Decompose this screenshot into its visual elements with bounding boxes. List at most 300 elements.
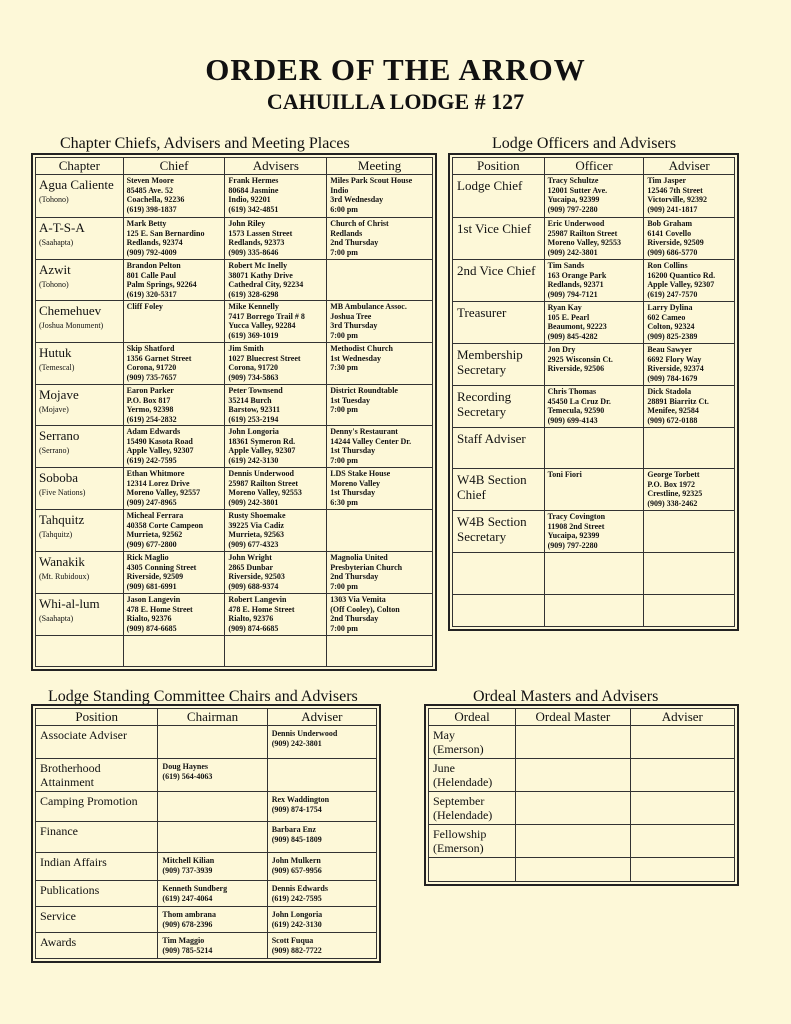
table-row	[429, 825, 735, 858]
adviser-cell	[225, 385, 327, 426]
address-line: (619) 242-7595	[271, 893, 322, 903]
address-line: 7:00 pm	[330, 330, 358, 340]
address-line: Murrieta, 92563	[228, 530, 284, 539]
address-line: Colton, 92324	[647, 322, 695, 331]
chapter-name: Agua Caliente	[39, 177, 114, 192]
address-line: (909) 242-3801	[271, 738, 322, 748]
address-line: 7:00 pm	[330, 405, 358, 414]
meeting-cell	[327, 218, 433, 260]
address-line: Dick Stadola	[647, 387, 692, 396]
address-line: Barbara Enz	[271, 825, 316, 834]
table-row	[453, 175, 735, 218]
chapter-cell	[36, 218, 124, 260]
address-line: Corona, 91720	[228, 363, 279, 372]
column-header: Ordeal	[429, 709, 516, 726]
adviser-cell	[644, 469, 735, 511]
adviser-cell	[644, 175, 735, 218]
table-row	[36, 792, 377, 822]
position-cell: Treasurer	[453, 302, 545, 344]
chief-cell	[123, 175, 225, 218]
officer-cell	[544, 595, 644, 627]
chapter-cell	[36, 343, 124, 385]
address-line: Redlands	[330, 228, 363, 238]
chief-cell	[123, 552, 225, 594]
table-row	[36, 260, 433, 301]
address-line: 105 E. Pearl	[547, 312, 590, 322]
table-row	[453, 553, 735, 595]
adviser-cell	[225, 260, 327, 301]
address-line: 7:00 pm	[330, 455, 358, 465]
chapter-cell	[36, 426, 124, 468]
address-line: 478 E. Home Street	[228, 604, 295, 614]
address-line: Corona, 91720	[126, 363, 177, 372]
address-line: 15490 Kasota Road	[126, 436, 193, 446]
table-row	[453, 428, 735, 469]
officer-cell	[544, 469, 644, 511]
address-line: 16200 Quantico Rd.	[647, 270, 716, 280]
column-header: Meeting	[327, 158, 433, 175]
officer-cell	[544, 218, 644, 260]
adviser-cell	[267, 907, 376, 933]
address-line: Church of Christ	[330, 219, 389, 228]
address-line: Brandon Pelton	[126, 261, 181, 270]
address-line: (909) 699-4143	[547, 415, 598, 425]
address-line: George Torbett	[647, 470, 700, 479]
chair-cell	[158, 933, 267, 959]
ordeal-master-cell	[516, 726, 630, 759]
address-line: (909) 681-6991	[126, 581, 177, 591]
address-line: 25987 Railton Street	[547, 228, 618, 238]
address-line: 478 E. Home Street	[126, 604, 193, 614]
adviser-cell	[644, 511, 735, 553]
address-line: Rialto, 92376	[228, 614, 274, 623]
position-cell: W4B Section Chief	[453, 469, 545, 511]
address-line: Dennis Underwood	[228, 469, 294, 478]
chair-cell	[158, 853, 267, 881]
officer-cell	[544, 175, 644, 218]
meeting-cell	[327, 426, 433, 468]
chapter-cell	[36, 510, 124, 552]
ordeal-table	[428, 708, 735, 882]
position-cell: Associate Adviser	[36, 726, 158, 759]
table-row	[36, 175, 433, 218]
address-line: 1st Wednesday	[330, 353, 381, 363]
committees-table	[35, 708, 377, 959]
ordeal-cell	[429, 759, 516, 792]
address-line: MB Ambulance Assoc.	[330, 302, 407, 311]
table-row	[453, 260, 735, 302]
adviser-cell	[267, 933, 376, 959]
adviser-cell	[225, 636, 327, 667]
table-row	[36, 907, 377, 933]
chapter-name: Wanakik	[39, 554, 85, 569]
address-line: 6:30 pm	[330, 497, 358, 507]
address-line: 2925 Wisconsin Ct.	[547, 354, 613, 364]
address-line: John Longoria	[271, 910, 323, 919]
chapters-heading: Chapter Chiefs, Advisers and Meeting Places	[60, 135, 350, 152]
address-line: 18361 Symeron Rd.	[228, 436, 296, 446]
address-line: Mike Kennelly	[228, 302, 279, 311]
address-line: 7:30 pm	[330, 363, 358, 372]
chief-cell	[123, 343, 225, 385]
address-line: (909) 242-3801	[547, 247, 598, 257]
ordeal-location: (Helendade)	[433, 808, 493, 822]
address-line: Mark Betty	[126, 219, 167, 228]
address-line: (909) 672-0188	[647, 415, 698, 425]
address-line: (909) 335-8646	[228, 247, 279, 257]
address-line: (909) 845-1809	[271, 834, 322, 844]
address-line: Tim Sands	[547, 261, 585, 270]
address-line: Ryan Kay	[547, 303, 582, 312]
position-cell: Lodge Chief	[453, 175, 545, 218]
address-line: Peter Townsend	[228, 386, 283, 395]
address-line: 85485 Ave. 52	[126, 185, 173, 195]
position-cell: Finance	[36, 822, 158, 853]
ordeal-master-cell	[516, 759, 630, 792]
officer-cell	[544, 260, 644, 302]
position-cell: Recording Secretary	[453, 386, 545, 428]
address-line: 602 Cameo	[647, 312, 686, 322]
address-line: Moreno Valley, 92557	[126, 488, 201, 497]
table-row	[429, 726, 735, 759]
adviser-cell	[225, 552, 327, 594]
chief-cell	[123, 385, 225, 426]
address-line: Redlands, 92371	[547, 280, 604, 289]
address-line: (909) 678-2396	[162, 919, 213, 929]
address-line: (909) 735-7657	[126, 372, 177, 382]
address-line: Indio	[330, 185, 349, 195]
address-line: Yermo, 92398	[126, 405, 174, 414]
header-row	[453, 158, 735, 175]
officer-cell	[544, 302, 644, 344]
table-row	[36, 385, 433, 426]
position-cell: Membership Secretary	[453, 344, 545, 386]
address-line: Riverside, 92506	[547, 364, 605, 373]
address-line: (909) 794-7121	[547, 289, 598, 299]
chief-cell	[123, 510, 225, 552]
address-line: John Longoria	[228, 427, 279, 436]
ordeal-master-cell	[516, 858, 630, 882]
officers-table	[452, 157, 735, 627]
ordeal-name: September	[433, 794, 485, 808]
meeting-cell	[327, 385, 433, 426]
ordeal-cell	[429, 858, 516, 882]
chapter-name: Tahquitz	[39, 512, 85, 527]
table-row	[36, 510, 433, 552]
header-row	[429, 709, 735, 726]
address-line: (909) 657-9956	[271, 865, 322, 875]
chapter-cell	[36, 260, 124, 301]
address-line: Tim Jasper	[647, 176, 687, 185]
chair-cell	[158, 907, 267, 933]
address-line: Dennis Edwards	[271, 884, 328, 893]
address-line: Denny's Restaurant	[330, 427, 398, 436]
chair-cell	[158, 726, 267, 759]
table-row	[453, 344, 735, 386]
address-line: (619) 254-2832	[126, 414, 177, 424]
address-line: (909) 792-4009	[126, 247, 177, 257]
address-line: Adam Edwards	[126, 427, 181, 436]
address-line: Yucca Valley, 92284	[228, 321, 296, 330]
address-line: 2nd Thursday	[330, 572, 379, 581]
address-line: Tracy Schultze	[547, 176, 599, 185]
address-line: John Mulkern	[271, 856, 321, 865]
ordeal-cell	[429, 825, 516, 858]
address-line: Doug Haynes	[162, 762, 208, 771]
address-line: 1356 Garnet Street	[126, 353, 192, 363]
address-line: P.O. Box 1972	[647, 479, 696, 489]
address-line: Tracy Covington	[547, 512, 606, 521]
table-row	[36, 426, 433, 468]
address-line: (619) 242-3130	[271, 919, 322, 929]
address-line: 6:00 pm	[330, 204, 358, 214]
ordeal-cell	[429, 792, 516, 825]
chapter-name: A-T-S-A	[39, 220, 85, 235]
adviser-cell	[644, 344, 735, 386]
adviser-cell	[630, 792, 734, 825]
officer-cell	[544, 344, 644, 386]
address-line: (909) 784-1679	[647, 373, 698, 383]
address-line: 12546 7th Street	[647, 185, 703, 195]
position-cell: W4B Section Secretary	[453, 511, 545, 553]
address-line: 80684 Jasmine	[228, 185, 279, 195]
table-row	[36, 218, 433, 260]
chapter-cell	[36, 175, 124, 218]
address-line: Temecula, 92590	[547, 406, 605, 415]
officer-cell	[544, 428, 644, 469]
address-line: 12001 Sutter Ave.	[547, 185, 608, 195]
ordeal-location: (Helendade)	[433, 775, 493, 789]
address-line: 45450 La Cruz Dr.	[547, 396, 611, 406]
address-line: Yucaipa, 92399	[547, 195, 600, 204]
chapter-cell	[36, 552, 124, 594]
chief-cell	[123, 594, 225, 636]
column-header: Advisers	[225, 158, 327, 175]
table-row	[453, 386, 735, 428]
address-line: 1st Tuesday	[330, 395, 370, 405]
address-line: Jason Langevin	[126, 595, 181, 604]
chapter-name: Azwit	[39, 262, 71, 277]
address-line: (909) 825-2389	[647, 331, 698, 341]
chapter-area: (Serrano)	[39, 446, 70, 455]
chapter-area: (Saahapta)	[39, 614, 74, 623]
chapter-area: (Joshua Monument)	[39, 321, 104, 330]
address-line: 1303 Via Vemita	[330, 595, 386, 604]
column-header: Officer	[544, 158, 644, 175]
position-cell: Indian Affairs	[36, 853, 158, 881]
chief-cell	[123, 218, 225, 260]
meeting-cell	[327, 594, 433, 636]
table-row	[36, 759, 377, 792]
address-line: (619) 398-1837	[126, 204, 177, 214]
address-line: (619) 564-4063	[162, 771, 213, 781]
address-line: Beau Sawyer	[647, 345, 693, 354]
address-line: Rex Waddington	[271, 795, 330, 804]
address-line: 7:00 pm	[330, 581, 358, 591]
address-line: (909) 242-3801	[228, 497, 279, 507]
address-line: Cliff Foley	[126, 302, 163, 311]
address-line: (909) 797-2280	[547, 204, 598, 214]
position-cell: Brotherhood Attainment	[36, 759, 158, 792]
chief-cell	[123, 260, 225, 301]
address-line: 40358 Corte Campeon	[126, 520, 204, 530]
address-line: (909) 737-3939	[162, 865, 213, 875]
address-line: 6141 Covello	[647, 228, 692, 238]
document-subtitle: CAHUILLA LODGE # 127	[266, 89, 525, 114]
address-line: District Roundtable	[330, 386, 398, 395]
adviser-cell	[225, 594, 327, 636]
chapter-cell	[36, 468, 124, 510]
meeting-cell	[327, 468, 433, 510]
position-cell: 1st Vice Chief	[453, 218, 545, 260]
address-line: (619) 242-7595	[126, 455, 177, 465]
position-cell	[453, 553, 545, 595]
address-line: Chris Thomas	[547, 387, 597, 396]
address-line: Mitchell Kilian	[162, 856, 215, 865]
address-line: Cathedral City, 92234	[228, 280, 304, 289]
table-row	[36, 301, 433, 343]
adviser-cell	[225, 218, 327, 260]
address-line: Micheal Ferrara	[126, 511, 184, 520]
address-line: Kenneth Sundberg	[162, 884, 228, 893]
ordeal-name: Fellowship	[433, 827, 487, 841]
adviser-cell	[630, 825, 734, 858]
chair-cell	[158, 881, 267, 907]
chapter-name: Hutuk	[39, 345, 72, 360]
table-row	[453, 218, 735, 260]
address-line: (909) 882-7722	[271, 945, 322, 955]
address-line: Riverside, 92503	[228, 572, 285, 581]
ordeal-location: (Emerson)	[433, 742, 484, 756]
address-line: 35214 Burch	[228, 395, 272, 405]
address-line: 1st Thursday	[330, 488, 376, 497]
table-row	[36, 343, 433, 385]
meeting-cell	[327, 510, 433, 552]
address-line: (619) 242-3130	[228, 455, 279, 465]
adviser-cell	[644, 218, 735, 260]
address-line: (909) 677-2800	[126, 539, 177, 549]
address-line: Riverside, 92509	[126, 572, 184, 581]
chapter-area: (Mojave)	[39, 405, 69, 414]
chapter-area: (Saahapta)	[39, 238, 74, 247]
adviser-cell	[644, 260, 735, 302]
address-line: Apple Valley, 92307	[647, 280, 715, 289]
adviser-cell	[225, 301, 327, 343]
address-line: 1573 Lassen Street	[228, 228, 293, 238]
officer-cell	[544, 386, 644, 428]
address-line: (619) 247-7570	[647, 289, 698, 299]
table-row	[453, 511, 735, 553]
ordeal-master-cell	[516, 825, 630, 858]
address-line: Toni Fiori	[547, 470, 582, 479]
adviser-cell	[225, 343, 327, 385]
chapter-cell	[36, 385, 124, 426]
chair-cell	[158, 822, 267, 853]
address-line: 7:00 pm	[330, 623, 358, 633]
address-line: (909) 797-2280	[547, 540, 598, 550]
table-row	[453, 302, 735, 344]
adviser-cell	[267, 822, 376, 853]
position-cell: 2nd Vice Chief	[453, 260, 545, 302]
address-line: Menifee, 92584	[647, 406, 699, 415]
column-header: Chairman	[158, 709, 267, 726]
chapter-area: (Mt. Rubidoux)	[39, 572, 90, 581]
address-line: John Riley	[228, 219, 266, 228]
address-line: Steven Moore	[126, 176, 174, 185]
address-line: Moreno Valley	[330, 478, 381, 488]
address-line: Indio, 92201	[228, 195, 271, 204]
ordeal-heading: Ordeal Masters and Advisers	[473, 688, 659, 705]
chief-cell	[123, 468, 225, 510]
address-line: 39225 Via Cadiz	[228, 520, 284, 530]
address-line: (619) 328-6298	[228, 289, 279, 299]
chapters-table	[35, 157, 433, 667]
address-line: Ron Collins	[647, 261, 688, 270]
address-line: (909) 688-9374	[228, 581, 279, 591]
address-line: Ethan Whitmore	[126, 469, 185, 478]
table-row	[429, 792, 735, 825]
address-line: (909) 845-4282	[547, 331, 598, 341]
header-row	[36, 709, 377, 726]
address-line: 1027 Bluecrest Street	[228, 353, 301, 363]
ordeal-cell	[429, 726, 516, 759]
chapter-name: Soboba	[39, 470, 78, 485]
table-row	[36, 468, 433, 510]
meeting-cell	[327, 301, 433, 343]
address-line: 38071 Kathy Drive	[228, 270, 293, 280]
committees-heading: Lodge Standing Committee Chairs and Advisers	[48, 688, 358, 705]
address-line: Riverside, 92374	[647, 364, 704, 373]
address-line: 4305 Conning Street	[126, 562, 197, 572]
address-line: (909) 874-1754	[271, 804, 322, 814]
address-line: Rusty Shoemake	[228, 511, 286, 520]
adviser-cell	[225, 468, 327, 510]
adviser-cell	[225, 510, 327, 552]
address-line: Barstow, 92311	[228, 405, 280, 414]
table-row	[36, 853, 377, 881]
address-line: (909) 677-4323	[228, 539, 279, 549]
address-line: 2865 Dunbar	[228, 562, 274, 572]
address-line: (619) 320-5317	[126, 289, 177, 299]
ordeal-master-cell	[516, 792, 630, 825]
address-line: LDS Stake House	[330, 469, 391, 478]
officer-cell	[544, 511, 644, 553]
address-line: Methodist Church	[330, 344, 393, 353]
address-line: (Off Cooley), Colton	[330, 604, 400, 614]
address-line: 12314 Lorez Drive	[126, 478, 190, 488]
address-line: Presbyterian Church	[330, 562, 403, 572]
address-line: Redlands, 92373	[228, 238, 285, 247]
table-row	[36, 822, 377, 853]
table-row	[36, 933, 377, 959]
address-line: Joshua Tree	[330, 311, 372, 321]
address-line: Riverside, 92509	[647, 238, 704, 247]
address-line: 11908 2nd Street	[547, 521, 605, 531]
table-row	[429, 858, 735, 882]
column-header: Adviser	[630, 709, 734, 726]
adviser-cell	[267, 792, 376, 822]
address-line: Redlands, 92374	[126, 238, 183, 247]
position-cell	[453, 595, 545, 627]
address-line: Coachella, 92236	[126, 195, 185, 204]
meeting-cell	[327, 552, 433, 594]
chapter-name: Serrano	[39, 428, 80, 443]
address-line: 2nd Thursday	[330, 238, 379, 247]
position-cell: Camping Promotion	[36, 792, 158, 822]
address-line: John Wright	[228, 553, 272, 562]
document-title: ORDER OF THE ARROW	[205, 52, 586, 87]
chapter-area: (Tohono)	[39, 280, 69, 289]
